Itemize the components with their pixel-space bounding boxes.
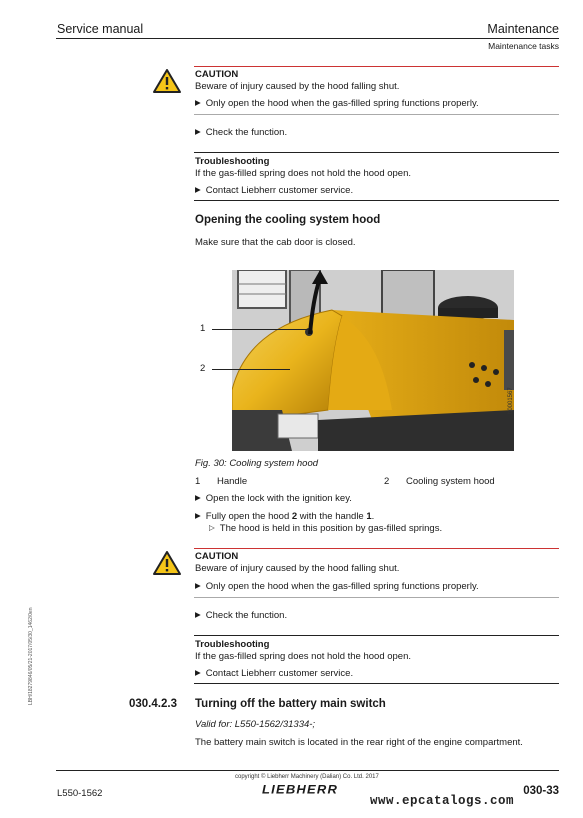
troubleshooting-rule bbox=[194, 152, 559, 153]
figure-callout-1: 1 bbox=[200, 323, 206, 334]
page-number: 030-33 bbox=[523, 785, 559, 797]
copyright: copyright © Liebherr Machinery (Dalian) Co. Ltd. 2017 bbox=[235, 774, 379, 780]
figure-code: b0001567 bbox=[508, 387, 514, 414]
section-number: 030.4.2.3 bbox=[129, 698, 177, 710]
caution-rule bbox=[194, 548, 559, 549]
side-document-code: LBH/18279846/05/21-2017/05/30_1462/0en bbox=[28, 607, 34, 705]
model-number: L550-1562 bbox=[57, 788, 103, 799]
hood-illustration bbox=[232, 270, 514, 451]
caution-text: Beware of injury caused by the hood falling shut. bbox=[195, 563, 400, 574]
footer-rule bbox=[56, 770, 559, 771]
callout-leader-1 bbox=[212, 329, 308, 330]
troubleshooting-step: ▶ Contact Liebherr customer service. bbox=[195, 185, 353, 197]
troubleshooting-end-rule bbox=[194, 683, 559, 684]
caution-step: ▶ Only open the hood when the gas-filled spring functions properly. bbox=[195, 98, 479, 110]
section-title: Turning off the battery main switch bbox=[195, 698, 386, 710]
section-title: Opening the cooling system hood bbox=[195, 214, 381, 226]
troubleshooting-text: If the gas-filled spring does not hold the hood open. bbox=[195, 651, 412, 662]
section-text: The battery main switch is located in the rear right of the engine compartment. bbox=[195, 737, 523, 748]
watermark: www.epcatalogs.com bbox=[370, 794, 515, 808]
check-step: ▶ Check the function. bbox=[195, 127, 287, 139]
caution-text: Beware of injury caused by the hood falling shut. bbox=[195, 81, 400, 92]
header-subchapter: Maintenance tasks bbox=[488, 41, 559, 51]
caution-title: CAUTION bbox=[195, 551, 239, 562]
step-open-lock: ▶ Open the lock with the ignition key. bbox=[195, 493, 352, 505]
troubleshooting-rule bbox=[194, 635, 559, 636]
section-intro: Make sure that the cab door is closed. bbox=[195, 237, 356, 248]
caution-end-rule bbox=[194, 114, 559, 115]
step-result: ▷ The hood is held in this position by gas-filled springs. bbox=[209, 523, 442, 535]
header-title: Service manual bbox=[57, 22, 144, 36]
warning-icon bbox=[152, 68, 182, 94]
troubleshooting-title: Troubleshooting bbox=[195, 639, 270, 650]
valid-for: Valid for: L550-1562/31334-; bbox=[195, 719, 316, 730]
figure-cooling-hood bbox=[232, 270, 514, 451]
troubleshooting-end-rule bbox=[194, 200, 559, 201]
troubleshooting-title: Troubleshooting bbox=[195, 156, 270, 167]
legend-label-1: Handle bbox=[217, 476, 248, 487]
figure-callout-2: 2 bbox=[200, 363, 206, 374]
caution-step: ▶ Only open the hood when the gas-filled spring functions properly. bbox=[195, 581, 479, 593]
brand-logo: LIEBHERR bbox=[262, 782, 339, 797]
figure-caption: Fig. 30: Cooling system hood bbox=[195, 458, 319, 469]
caution-end-rule bbox=[194, 597, 559, 598]
check-step: ▶ Check the function. bbox=[195, 610, 287, 622]
troubleshooting-text: If the gas-filled spring does not hold the hood open. bbox=[195, 168, 412, 179]
callout-leader-2 bbox=[212, 369, 290, 370]
caution-title: CAUTION bbox=[195, 69, 239, 80]
header-chapter: Maintenance bbox=[487, 22, 559, 36]
troubleshooting-step: ▶ Contact Liebherr customer service. bbox=[195, 668, 353, 680]
legend-num-2: 2 bbox=[384, 476, 390, 487]
header-rule bbox=[56, 38, 559, 39]
legend-label-2: Cooling system hood bbox=[406, 476, 495, 487]
step-open-hood: ▶ Fully open the hood 2 with the handle 1. bbox=[195, 511, 374, 523]
warning-icon bbox=[152, 550, 182, 576]
legend-num-1: 1 bbox=[195, 476, 201, 487]
caution-rule bbox=[194, 66, 559, 67]
